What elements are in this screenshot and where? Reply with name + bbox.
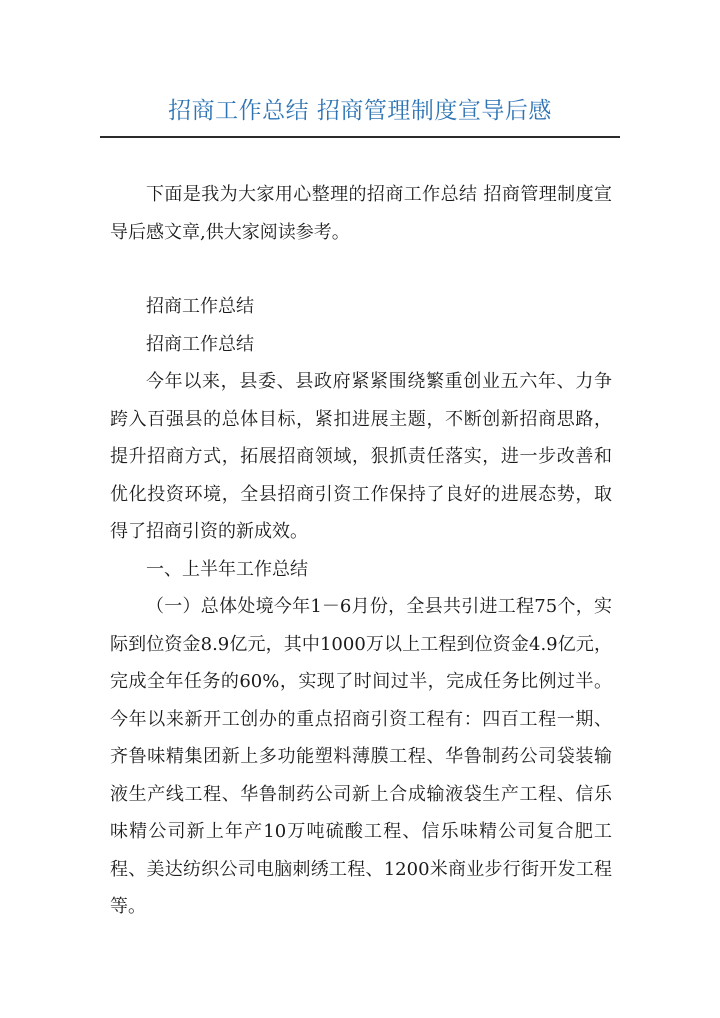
intro-text: 下面是我为大家用心整理的招商工作总结 招商管理制度宣导后感文章,供大家阅读参考。 [110,184,612,243]
title-divider [100,136,620,138]
intro-paragraph [110,176,612,251]
document-body [110,288,612,926]
section-heading-first-half: 一、上半年工作总结 [146,558,308,580]
section-heading: 招商工作总结 [146,296,254,317]
body-paragraph: 今年以来，县委、县政府紧紧围绕繁重创业五六年、力争跨入百强县的总体目标，紧扣进展主题，不断创新招商思路，提升招商方式，拓展招商领域，狠抓责任落实，进一步改善和优化投资环境，全县招商引资工作保持了良好的进展态势，取得了招商引资的新成效。 [110,371,612,542]
document-title: 招商工作总结 招商管理制度宣导后感 [168,98,552,124]
section-subheading: 招商工作总结 [146,333,254,355]
body-paragraph: （一）总体处境今年1－6月份，全县共引进工程75个，实际到位资金8.9亿元，其中1000万以上工程到位资金4.9亿元，完成全年任务的60%，实现了时间过半，完成任务比例过半。今年以来新开工创办的重点招商引资工程有：四百工程一期、齐鲁味精集团新上多功能塑料薄膜工程、华鲁制药公司袋装输液生产线工程、华鲁制药公司新上合成输液袋生产工程、信乐味精公司新上年产10万吨硫酸工程、信乐味精公司复合肥工程、美达纺织公司电脑刺绣工程、1200米商业步行街开发工程等。 [110,596,612,917]
